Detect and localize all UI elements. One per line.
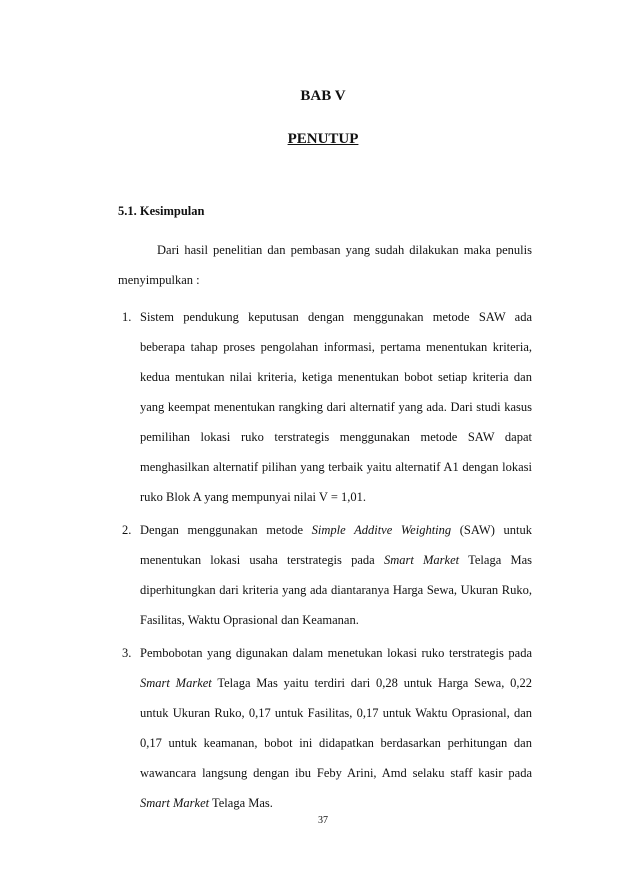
page-number: 37 xyxy=(318,815,328,826)
section-heading: 5.1. Kesimpulan xyxy=(118,204,205,218)
text-segment: Pembobotan yang digunakan dalam menetukan lokasi ruko terstrategis pada xyxy=(140,646,532,660)
list-item-number: 2. xyxy=(122,523,132,537)
list-item xyxy=(118,515,532,635)
italic-term: Smart Market xyxy=(140,676,212,690)
chapter-number: BAB V xyxy=(300,88,346,104)
text-segment: (SAW) untuk menentukan lokasi usaha terstrategis pada xyxy=(140,523,532,567)
list-item-text xyxy=(140,523,532,627)
text-segment: Telaga Mas yaitu terdiri dari 0,28 untuk Harga Sewa, 0,22 untuk Ukuran Ruko, 0,17 untuk Fasilitas, 0,17 untuk Waktu Oprasional, dan 0,17 untuk keamanan, bobot ini didapatkan berdasarkan perhitungan dan wawancara langsung dengan ibu Feby Arini, Amd selaku staff kasir pada xyxy=(140,676,532,780)
conclusion-list xyxy=(118,302,532,821)
italic-term: Smart Market xyxy=(383,553,460,567)
text-segment: Telaga Mas. xyxy=(209,796,273,810)
list-item xyxy=(118,638,532,818)
text-segment: Dengan menggunakan metode xyxy=(140,523,312,537)
chapter-title: PENUTUP xyxy=(287,131,359,147)
list-item-number: 3. xyxy=(122,646,132,660)
list-item-number: 1. xyxy=(122,310,132,324)
list-item xyxy=(118,302,532,512)
list-item-text: Sistem pendukung keputusan dengan menggunakan metode SAW ada beberapa tahap proses pengolahan informasi, pertama menentukan kriteria, kedua mentukan nilai kriteria, ketiga menentukan bobot setiap kriteria dan yang keempat menentukan rangking dari alternatif yang ada. Dari studi kasus pemilihan lokasi ruko terstrategis menggunakan metode SAW dapat menghasilkan alternatif pilihan yang terbaik yaitu alternatif A1 dengan lokasi ruko Blok A yang mempunyai nilai V = 1,01. xyxy=(140,310,532,504)
intro-paragraph: Dari hasil penelitian dan pembasan yang sudah dilakukan maka penulis menyimpulkan : xyxy=(118,243,532,287)
text-segment: Telaga Mas diperhitungkan dari kriteria yang ada diantaranya Harga Sewa, Ukuran Ruko, Fasilitas, Waktu Oprasional dan Keamanan. xyxy=(140,553,532,627)
list-item-text xyxy=(140,646,532,810)
italic-term: Smart Market xyxy=(140,796,210,810)
italic-term: Simple Additve Weighting xyxy=(311,523,452,537)
